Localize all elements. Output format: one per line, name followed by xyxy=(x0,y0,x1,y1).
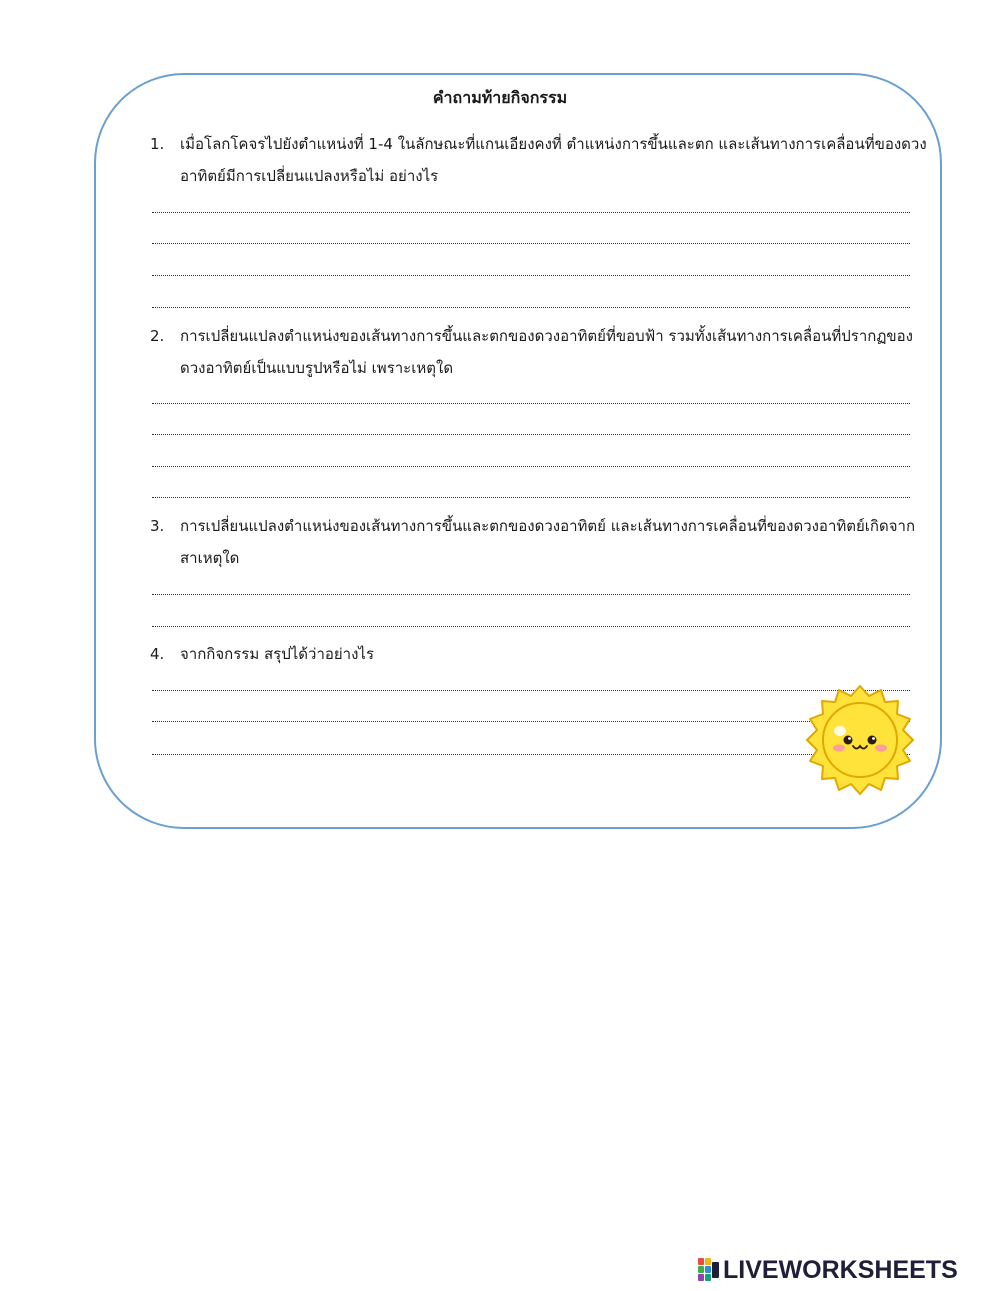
answer-line[interactable] xyxy=(152,466,910,467)
answer-line[interactable] xyxy=(152,403,910,404)
answer-line[interactable] xyxy=(152,275,910,276)
question-number: 3. xyxy=(150,517,165,535)
question-text: จากกิจกรรม สรุปได้ว่าอย่างไร xyxy=(180,645,375,663)
question-number: 1. xyxy=(150,135,165,153)
question-number: 4. xyxy=(150,645,165,663)
answer-line[interactable] xyxy=(152,212,910,213)
question-number: 2. xyxy=(150,327,165,345)
answer-line[interactable] xyxy=(152,307,910,308)
answer-line[interactable] xyxy=(152,721,910,722)
answer-line[interactable] xyxy=(152,497,910,498)
question-2 xyxy=(150,320,930,384)
answer-line[interactable] xyxy=(152,243,910,244)
worksheet-title: คำถามท้ายกิจกรรม xyxy=(432,88,568,107)
question-text: เมื่อโลกโคจรไปยังตำแหน่งที่ 1-4 ในลักษณะที่แกนเอียงคงที่ ตำแหน่งการขึ้นและตก และเส้นทางการเคลื่อนที่ของดวงอาทิตย์มีการเปลี่ยนแปลงหรือไม่ อย่างไร xyxy=(180,135,927,185)
liveworksheets-logo-icon xyxy=(698,1258,720,1282)
answer-line[interactable] xyxy=(152,626,910,627)
answer-line[interactable] xyxy=(152,690,910,691)
brand-name: LIVEWORKSHEETS xyxy=(723,1256,958,1284)
sun-illustration-icon xyxy=(800,684,920,796)
question-1 xyxy=(150,128,930,192)
answer-line[interactable] xyxy=(152,434,910,435)
question-3 xyxy=(150,510,930,574)
question-text: การเปลี่ยนแปลงตำแหน่งของเส้นทางการขึ้นและตกของดวงอาทิตย์ที่ขอบฟ้า รวมทั้งเส้นทางการเคลื่อนที่ปรากฏของดวงอาทิตย์เป็นแบบรูปหรือไม่ เพราะเหตุใด xyxy=(180,327,913,377)
liveworksheets-branding[interactable] xyxy=(698,1256,958,1284)
question-4 xyxy=(150,638,930,670)
question-text: การเปลี่ยนแปลงตำแหน่งของเส้นทางการขึ้นและตกของดวงอาทิตย์ และเส้นทางการเคลื่อนที่ของดวงอาทิตย์เกิดจากสาเหตุใด xyxy=(180,517,916,567)
answer-line[interactable] xyxy=(152,754,910,755)
answer-line[interactable] xyxy=(152,594,910,595)
